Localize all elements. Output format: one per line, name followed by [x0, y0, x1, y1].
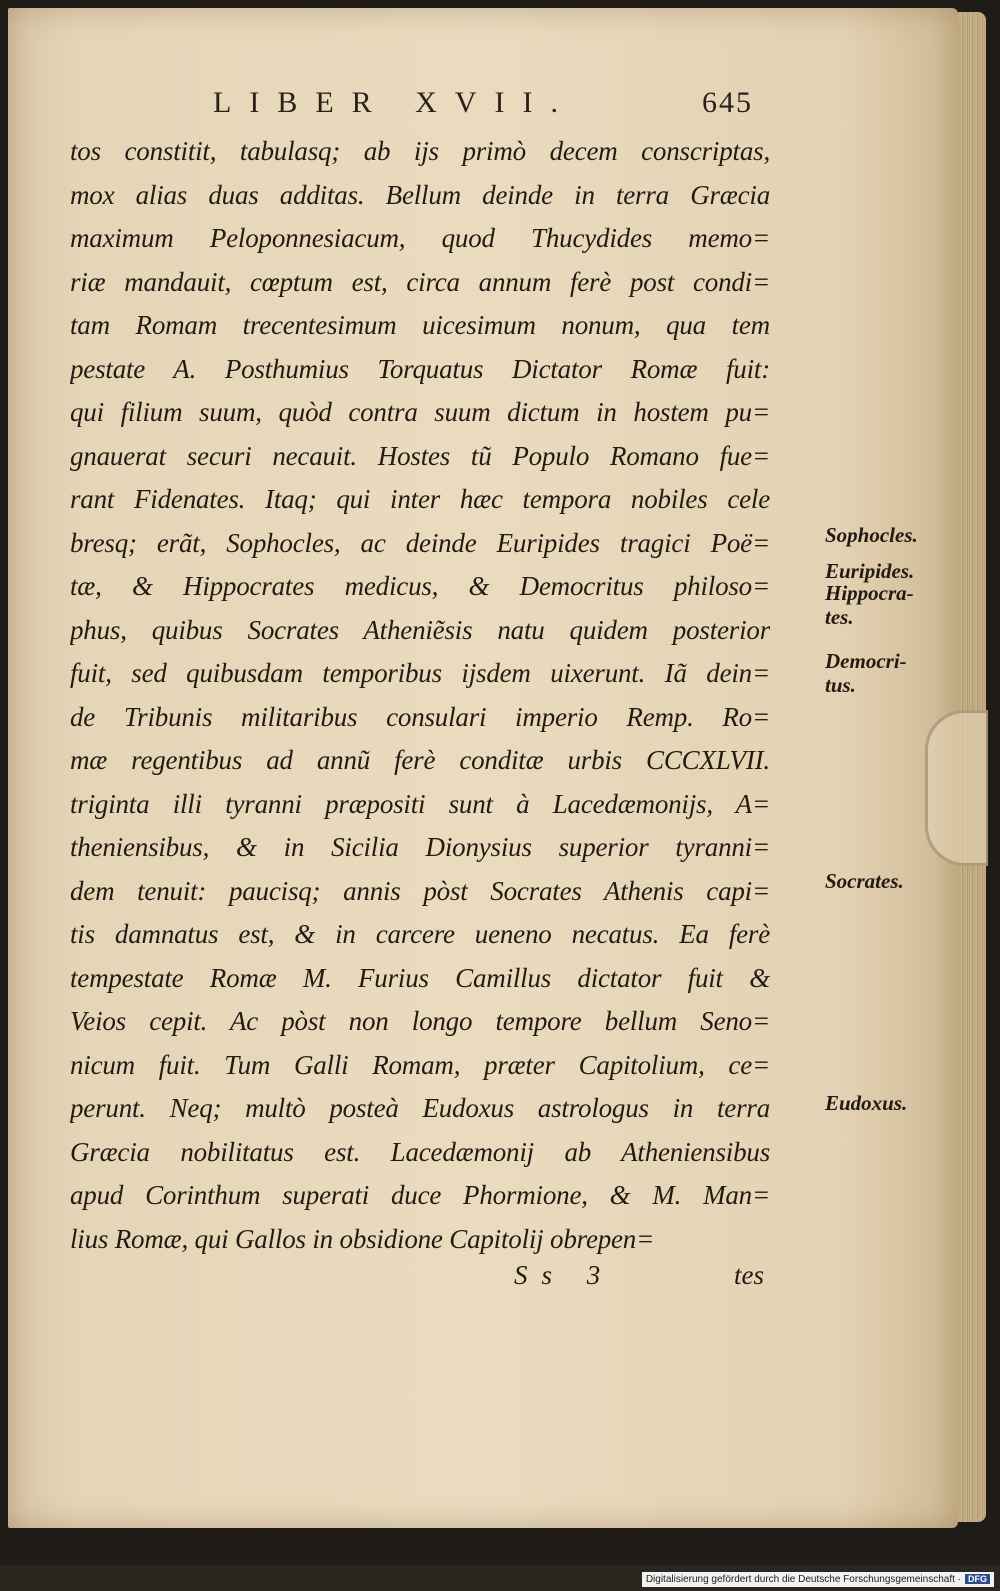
text-line: perunt. Neq; multò posteà Eudoxus astrologus in terra — [70, 1093, 770, 1123]
dfg-logo: DFG — [965, 1574, 990, 1584]
margin-note-sophocles: Sophocles. — [825, 523, 918, 547]
text-line: rant Fidenates. Itaq; qui inter hæc tempora nobiles cele — [70, 484, 770, 514]
text-line: tempestate Romæ M. Furius Camillus dictator fuit & — [70, 962, 770, 993]
page-number: 645 — [702, 86, 753, 119]
text-line: triginta illi tyranni præpositi sunt à Lacedæmonijs, A= — [70, 788, 770, 819]
scanner-clip — [925, 710, 988, 866]
margin-note-euripides: Euripides. — [825, 559, 915, 583]
text-line: nicum fuit. Tum Galli Romam, præter Capitolium, ce= — [70, 1049, 770, 1080]
text-line: qui filium suum, quòd contra suum dictum in hostem pu= — [70, 397, 770, 427]
margin-note-socrates: Socrates. — [825, 869, 904, 893]
text-line: gnauerat securi necauit. Hostes tũ Populo Romano fue= — [70, 440, 770, 471]
text-line: mæ regentibus ad annũ ferè conditæ urbis CCCXLVII. — [70, 745, 770, 775]
margin-note-eudoxus: Eudoxus. — [825, 1091, 908, 1115]
text-line: riæ mandauit, cœptum est, circa annum ferè post condi= — [70, 266, 770, 297]
attribution-bar — [642, 1572, 994, 1587]
text-line: mox alias duas additas. Bellum deinde in terra Græcia — [70, 179, 770, 210]
text-line: fuit, sed quibusdam temporibus ijsdem uixerunt. Iã dein= — [70, 658, 770, 688]
text-line: dem tenuit: paucisq; annis pòst Socrates Athenis capi= — [70, 875, 770, 906]
text-line: tæ, & Hippocrates medicus, & Democritus philoso= — [70, 571, 770, 601]
text-line: apud Corinthum superati duce Phormione, & M. Man= — [70, 1180, 770, 1210]
text-line: lius Romæ, qui Gallos in obsidione Capitolij obrepen= — [70, 1223, 655, 1254]
text-line: tis damnatus est, & in carcere ueneno necatus. Ea ferè — [70, 919, 770, 949]
page-footer — [70, 1260, 770, 1300]
catchword: tes — [734, 1260, 764, 1290]
text-block — [70, 130, 918, 1261]
book-page — [8, 8, 958, 1528]
text-line: Veios cepit. Ac pòst non longo tempore bellum Seno= — [70, 1006, 770, 1036]
running-title: LIBER XVII. — [213, 86, 576, 119]
margin-note-hippocrates-cont: tes. — [825, 605, 854, 629]
margin-note-democritus-cont: tus. — [825, 673, 856, 697]
text-line: bresq; erãt, Sophocles, ac deinde Euripides tragici Poë= — [70, 527, 770, 558]
text-line: tam Romam trecentesimum uicesimum nonum, qua tem — [70, 310, 770, 340]
margin-note-hippocrates: Hippocra- — [825, 581, 914, 605]
text-line: theniensibus, & in Sicilia Dionysius superior tyranni= — [70, 832, 770, 862]
text-line: Græcia nobilitatus est. Lacedæmonij ab Atheniensibus — [70, 1136, 770, 1167]
text-line: pestate A. Posthumius Torquatus Dictator Romæ fuit: — [70, 353, 770, 384]
signature-mark: Ss 3 — [514, 1260, 615, 1290]
text-line: tos constitit, tabulasq; ab ijs primò decem conscriptas, — [70, 136, 770, 166]
text-line: phus, quibus Socrates Atheniẽsis natu quidem posterior — [70, 614, 770, 645]
attribution-text: Digitalisierung gefördert durch die Deutsche Forschungsgemeinschaft · — [645, 1574, 961, 1585]
text-line: de Tribunis militaribus consulari imperio Remp. Ro= — [70, 701, 770, 732]
running-head — [213, 86, 753, 126]
margin-note-democritus: Democri- — [825, 649, 907, 673]
text-line: maximum Peloponnesiacum, quod Thucydides memo= — [70, 223, 770, 253]
